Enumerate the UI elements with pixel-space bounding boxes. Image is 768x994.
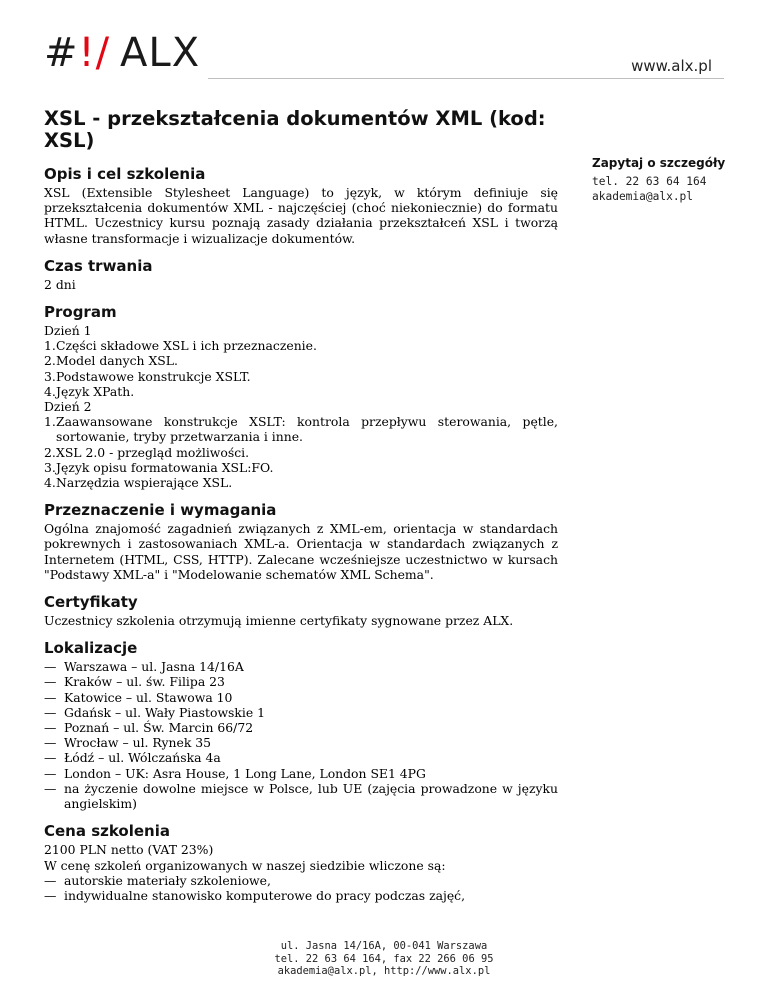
footer-address: ul. Jasna 14/16A, 00-041 Warszawa <box>280 940 488 952</box>
section-heading: Opis i cel szkolenia <box>44 165 206 183</box>
section-cena <box>44 823 558 903</box>
section-wymagania <box>44 502 558 582</box>
list-item: — Łódź – ul. Wólczańska 4a <box>44 750 221 766</box>
section-heading: Czas trwania <box>44 256 153 275</box>
list-item: 4. Język XPath. <box>44 383 135 399</box>
price-text: 2100 PLN netto (VAT 23%) <box>44 842 214 858</box>
logo-name: ALX <box>120 30 201 76</box>
list-item: — Katowice – ul. Stawowa 10 <box>44 689 233 705</box>
section-certyfikaty <box>44 594 558 628</box>
contact-sidebar <box>592 156 762 204</box>
section-heading: Przeznaczenie i wymagania <box>44 501 277 520</box>
price-includes-list <box>44 873 558 903</box>
page-header <box>0 0 768 90</box>
list-item: 4. Narzędzia wspierające XSL. <box>44 475 233 491</box>
list-item: — Warszawa – ul. Jasna 14/16A <box>44 659 244 675</box>
sidebar-email[interactable]: akademia@alx.pl <box>592 189 694 203</box>
list-item: — London – UK: Asra House, 1 Long Lane, London SE1 4PG <box>44 765 426 781</box>
list-item: — indywidualne stanowisko komputerowe do pracy podczas zajęć, <box>44 887 466 903</box>
list-item: 3. Podstawowe konstrukcje XSLT. <box>44 368 251 384</box>
list-item: — na życzenie dowolne miejsce w Polsce, lub UE (zajęcia prowadzone w języku angielskim) <box>44 780 558 812</box>
page-title: XSL - przekształcenia dokumentów XML (kod: XSL) <box>44 107 546 152</box>
logo-exclamation: ! <box>78 30 96 76</box>
logo-slash: / <box>95 30 111 76</box>
list-item: — Gdańsk – ul. Wały Piastowskie 1 <box>44 704 266 720</box>
list-item: 2. Model danych XSL. <box>44 353 178 369</box>
list-item: 2. XSL 2.0 - przegląd możliwości. <box>44 444 250 460</box>
locations-list <box>44 659 558 811</box>
day-label: Dzień 1 <box>44 323 92 339</box>
list-item: 1. Części składowe XSL i ich przeznaczenie. <box>44 338 317 354</box>
program-list-day1 <box>44 338 558 399</box>
section-czas <box>44 258 558 292</box>
section-text: 2 dni <box>44 276 76 292</box>
sidebar-heading: Zapytaj o szczegóły <box>592 156 726 170</box>
footer-contact[interactable]: akademia@alx.pl, http://www.alx.pl <box>277 965 491 977</box>
section-text: XSL (Extensible Stylesheet Language) to język, w którym definiuje się przekształcenia dokumentów XML - najczęściej (choć niekoniecznie) do formatu HTML. Uczestnicy kursu poznają zasady działania przekształceń XSL i tworzą własne transformacje i wizualizacje dokumentów. <box>44 185 558 246</box>
list-item: 1. Zaawansowane konstrukcje XSLT: kontrola przepływu sterowania, pętle, sortowanie, tryby przetwarzania i inne. <box>44 414 558 445</box>
header-divider <box>208 78 724 79</box>
website-link[interactable]: www.alx.pl <box>631 57 712 75</box>
alx-logo[interactable] <box>44 30 200 76</box>
section-heading: Cena szkolenia <box>44 822 170 841</box>
footer-phone: tel. 22 63 64 164, fax 22 266 06 95 <box>274 952 494 965</box>
main-content <box>44 108 558 915</box>
section-opis <box>44 166 558 246</box>
section-heading: Lokalizacje <box>44 639 138 658</box>
list-item: 3. Język opisu formatowania XSL:FO. <box>44 459 274 475</box>
list-item: — Wrocław – ul. Rynek 35 <box>44 735 212 751</box>
section-text: W cenę szkoleń organizowanych w naszej siedzibie wliczone są: <box>44 857 446 873</box>
list-item: — Poznań – ul. Św. Marcin 66/72 <box>44 720 254 736</box>
section-text: Uczestnicy szkolenia otrzymują imienne certyfikaty sygnowane przez ALX. <box>44 613 514 629</box>
list-item: — Kraków – ul. św. Filipa 23 <box>44 674 225 690</box>
day-label: Dzień 2 <box>44 399 92 415</box>
section-lokalizacje <box>44 640 558 811</box>
logo-hash: # <box>44 30 79 76</box>
section-text: Ogólna znajomość zagadnień związanych z XML-em, orientacja w standardach pokrewnych i zastosowaniach XML-a. Orientacja w standardach związanych z Internetem (HTML, CSS, HTTP). Zalecane wcześniejsze uczestnictwo w kursach "Podstawy XML-a" i "Modelowanie schematów XML Schema". <box>44 521 558 582</box>
section-heading: Certyfikaty <box>44 593 138 612</box>
program-list-day2 <box>44 414 558 490</box>
page-footer <box>0 940 768 978</box>
list-item: — autorskie materiały szkoleniowe, <box>44 872 271 888</box>
sidebar-phone[interactable]: tel. 22 63 64 164 <box>592 175 707 188</box>
section-program <box>44 304 558 490</box>
section-heading: Program <box>44 303 117 322</box>
